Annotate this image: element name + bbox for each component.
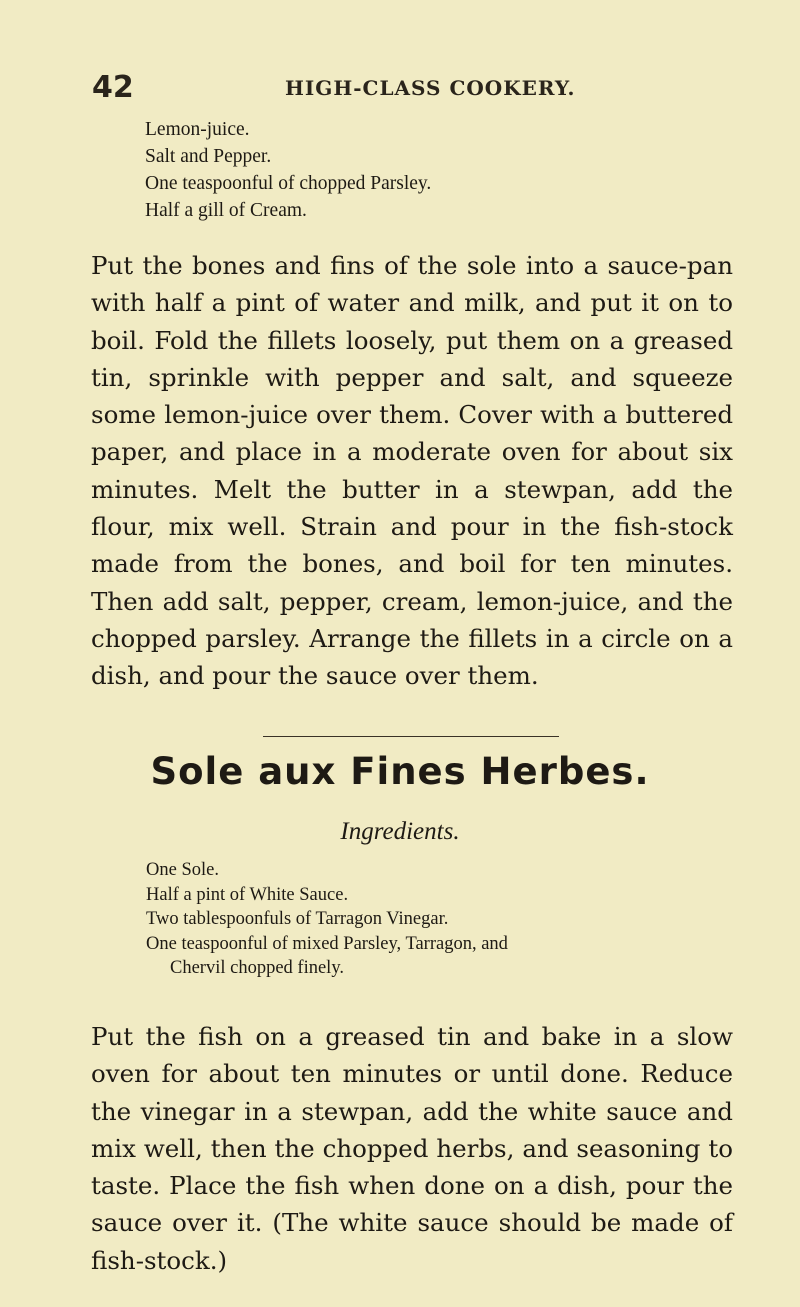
ingredient-list [146,858,746,981]
page-header [92,70,742,110]
ingredient-item: One teaspoonful of mixed Parsley, Tarragon, and [146,933,508,954]
ingredient-item: Half a gill of Cream. [145,200,307,221]
ingredient-item-continuation: Chervil chopped finely. [170,958,344,978]
ingredient-list-continued [145,116,745,224]
page-number: 42 [92,70,134,105]
ingredient-item: Half a pint of White Sauce. [146,884,349,905]
method-paragraph-sole-fillets: Put the bones and fins of the sole into a sauce-pan with half a pint of water and milk, and put it on to boil. Fold the fillets loosely, put them on a greased tin, sprinkle with pepper and salt, and squeeze some lemon-juice over them. Cover with a buttered paper, and place in a moderate oven for about six minutes. Melt the butter in a stewpan, add the flour, mix well. Strain and pour in the fish-stock made from the bones, and boil for ten minutes. Then add salt, pepper, cream, lemon-juice, and the chopped parsley. Arrange the fillets in a circle on a dish, and pour the sauce over them. [91,251,733,691]
ingredient-item: One teaspoonful of chopped Parsley. [145,173,432,194]
ingredient-item: Two tablespoonfuls of Tarragon Vinegar. [146,909,449,929]
method-paragraph-fines-herbes: Put the fish on a greased tin and bake in a slow oven for about ten minutes or until done. Reduce the vinegar in a stewpan, add the white sauce and mix well, then the chopped herbs, and seasoning to taste. Place the fish when done on a dish, pour the sauce over it. (The white sauce should be made of fish-stock.) [91,1022,733,1275]
ingredient-item: Lemon-juice. [145,119,250,140]
ingredients-subhead: Ingredients. [340,818,460,845]
section-divider [263,736,559,737]
recipe-title: Sole aux Fines Herbes. [150,750,650,793]
ingredient-item: Salt and Pepper. [145,146,272,167]
running-head: HIGH-CLASS COOKERY. [285,76,576,100]
ingredient-item: One Sole. [146,860,219,880]
